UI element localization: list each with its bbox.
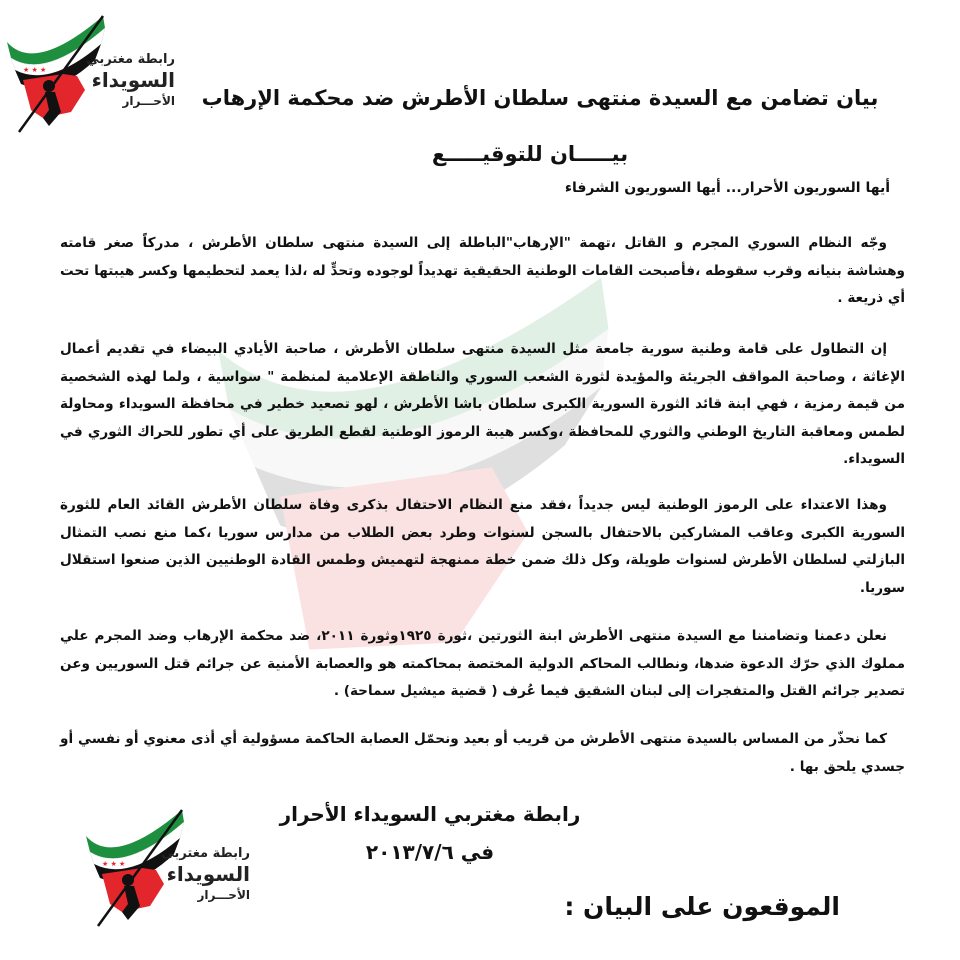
paragraph-1: وجّه النظام السوري المجرم و القاتل ،تهمة "الإرهاب"الباطلة إلى السيدة منتهى سلطان الأطرش ، مدركاً صغر قامته وهشاشة بنيانه وقرب سقوطه ،فأصبحت القامات الوطنية الحقيقية تهديداً لوجوده وتحدٍّ له ،لذا يعمد لتحطيمها وكسر هيبتها تحت أي ذريعة .: [60, 235, 905, 306]
logo-line2: السويداء: [91, 68, 175, 92]
paragraph-5: كما نحذّر من المساس بالسيدة منتهى الأطرش من قريب أو بعيد ونحمّل العصابة الحاكمة مسؤولية أي أذى معنوي أو نفسي أو جسدي يلحق بها .: [60, 731, 905, 775]
paragraph-3: وهذا الاعتداء على الرموز الوطنية ليس جديداً ،فقد منع النظام الاحتفال بذكرى وفاة سلطان الأطرش القائد العام للثورة السورية الكبرى وعاقب المشاركين بالاحتفال بالسجن لسنوات وطرد بعض الطلاب من مدارس سوريا ،كما منع نصب التمثال البازلتي لسلطان الأطرش لسنوات طويلة، وكل ذلك ضمن خطة ممنهجة لتهميش وطمس القادة الوطنيين الذين صنعوا استقلال سوريا.: [60, 497, 905, 596]
paragraph-4: نعلن دعمنا وتضامننا مع السيدة منتهى الأطرش ابنة الثورتين ،ثورة ١٩٢٥وثورة ٢٠١١، ضد محكمة الإرهاب وضد المجرم علي مملوك الذي حرّك الدعوة ضدها، ونطالب المحاكم الدولية المختصة بمحاكمته هو والعصابة الأمنية عن جرائم قتل السوريين وعن تصدير جرائم القتل والمتفجرات إلى لبنان الشقيق فيما عُرف ( قضية ميشيل سماحة) .: [60, 628, 905, 699]
organization-logo-bottom: [84, 808, 254, 928]
svg-text:★ ★ ★: ★ ★ ★: [102, 860, 126, 868]
logo-line2: السويداء: [166, 862, 250, 886]
signature-organization: رابطة مغتربي السويداء الأحرار: [279, 802, 581, 826]
organization-logo: [5, 14, 175, 134]
svg-text:★ ★ ★: ★ ★ ★: [23, 66, 47, 74]
logo-line1: رابطة مغتربي: [86, 52, 175, 67]
logo-line3: الأحـــرار: [122, 94, 175, 108]
document-title: بيان تضامن مع السيدة منتهى سلطان الأطرش ضد محكمة الإرهاب: [201, 86, 879, 110]
salutation: أيها السوريون الأحرار... أيها السوريون الشرفاء: [564, 180, 890, 196]
document-subtitle: بيـــــان للتوقيـــــع: [431, 142, 629, 166]
logo-line1: رابطة مغتربي: [161, 846, 250, 861]
paragraph-2: إن التطاول على قامة وطنية سورية جامعة مثل السيدة منتهى سلطان الأطرش ، صاحبة الأيادي البيضاء في تقديم أعمال الإغاثة ، وصاحبة المواقف الجريئة والمؤيدة لثورة الشعب السوري والناطقة الإعلامية لمنظمة " سواسية ، ولما لهذه الشخصية من قيمة رمزية ، فهي ابنة قائد الثورة السورية الكبرى سلطان باشا الأطرش ، لهو تصعيد خطير في محافظة السويداء ومحاولة لطمس ومعاقبة التاريخ الوطني والثوري للمحافظة ،وكسر هيبة الرموز الوطنية لقطع الطريق على أي تطور للحراك الثوري في السويداء.: [60, 341, 905, 467]
signers-label: الموقعون على البيان :: [564, 892, 840, 921]
logo-line3: الأحـــرار: [197, 888, 250, 902]
signature-date: في ٢٠١٣/٧/٦: [365, 840, 495, 864]
